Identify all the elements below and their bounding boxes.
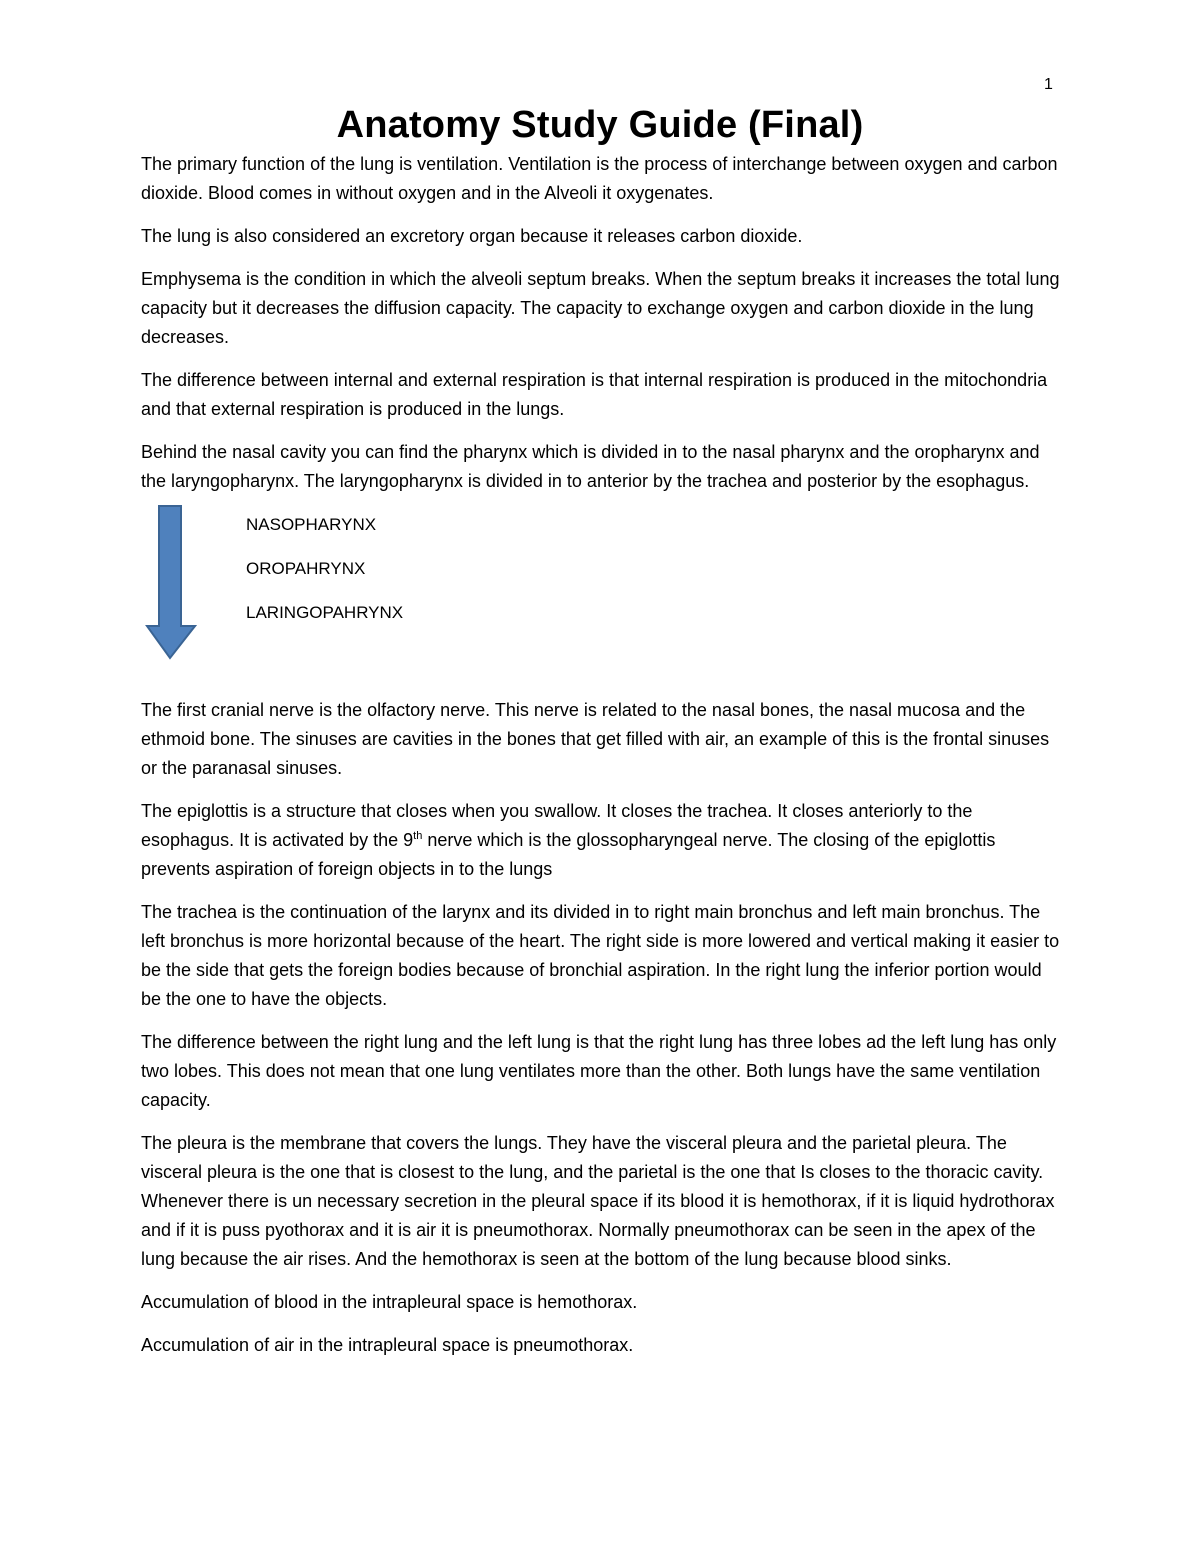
paragraph-emphysema: Emphysema is the condition in which the alveoli septum breaks. When the septum breaks it increases the total lung capacity but it decreases the diffusion capacity. The capacity to exchange oxygen and carbon dioxide in the lung decreases. [141, 269, 1060, 347]
down-arrow-icon [145, 504, 197, 660]
epiglottis-text-end: nerve which is the glossopharyngeal nerve. The closing of the epiglottis prevents aspiration of foreign objects in to the lungs [141, 830, 996, 879]
paragraph-pneumothorax: Accumulation of air in the intrapleural space is pneumothorax. [141, 1335, 634, 1355]
paragraph-lung-lobes: The difference between the right lung and the left lung is that the right lung has three lobes ad the left lung has only two lobes. This does not mean that one lung ventilates more than the other. Both lungs have the same ventilation capacity. [141, 1032, 1057, 1110]
paragraph-respiration: The difference between internal and external respiration is that internal respiration is produced in the mitochondria and that external respiration is produced in the lungs. [141, 370, 1048, 419]
paragraph-epiglottis [141, 797, 1061, 884]
paragraph-pharynx: Behind the nasal cavity you can find the pharynx which is divided in to the nasal pharynx and the oropharynx and the laryngopharynx. The laryngopharynx is divided in to anterior by the trachea and posterior by the esophagus. [141, 442, 1040, 491]
paragraph-lung-function: The primary function of the lung is ventilation. Ventilation is the process of interchange between oxygen and carbon dioxide. Blood comes in without oxygen and in the Alveoli it oxygenates. [141, 154, 1058, 203]
page-number: 1 [1044, 76, 1053, 93]
pharynx-stage-list [246, 514, 403, 646]
paragraph-olfactory-nerve: The first cranial nerve is the olfactory nerve. This nerve is related to the nasal bones, the nasal mucosa and the ethmoid bone. The sinuses are cavities in the bones that get filled with air, an example of this is the frontal sinuses or the paranasal sinuses. [141, 700, 1050, 778]
document-body [141, 150, 1061, 1374]
paragraph-hemothorax: Accumulation of blood in the intrapleural space is hemothorax. [141, 1292, 638, 1312]
down-arrow-shape [147, 506, 195, 658]
paragraph-pleura: The pleura is the membrane that covers the lungs. They have the visceral pleura and the parietal pleura. The visceral pleura is the one that is closest to the lung, and the parietal is the one that Is closes to the thoracic cavity. Whenever there is un necessary secretion in the pleural space if its blood it is hemothorax, if it is liquid hydrothorax and if it is puss pyothorax and it is air it is pneumothorax. Normally pneumothorax can be seen in the apex of the lung because the air rises. And the hemothorax is seen at the bottom of the lung because blood sinks. [141, 1133, 1055, 1269]
document-title: Anatomy Study Guide (Final) [336, 104, 864, 146]
paragraph-trachea: The trachea is the continuation of the larynx and its divided in to right main bronchus and left main bronchus. The left bronchus is more horizontal because of the heart. The right side is more lowered and vertical making it easier to be the side that gets the foreign bodies because of bronchial aspiration. In the right lung the inferior portion would be the one to have the objects. [141, 902, 1060, 1009]
stage-nasopharynx: NASOPHARYNX [246, 515, 377, 534]
epiglottis-text-start: The epiglottis is a structure that closes when you swallow. It closes the trachea. It closes anteriorly to the esophagus. It is activated by the 9 [141, 801, 973, 850]
ordinal-suffix: th [413, 830, 423, 842]
pharynx-stages-diagram [141, 510, 1061, 692]
stage-oropharynx: OROPAHRYNX [246, 559, 366, 578]
paragraph-excretory-organ: The lung is also considered an excretory organ because it releases carbon dioxide. [141, 226, 803, 246]
stage-laryngopharynx: LARINGOPAHRYNX [246, 603, 404, 622]
